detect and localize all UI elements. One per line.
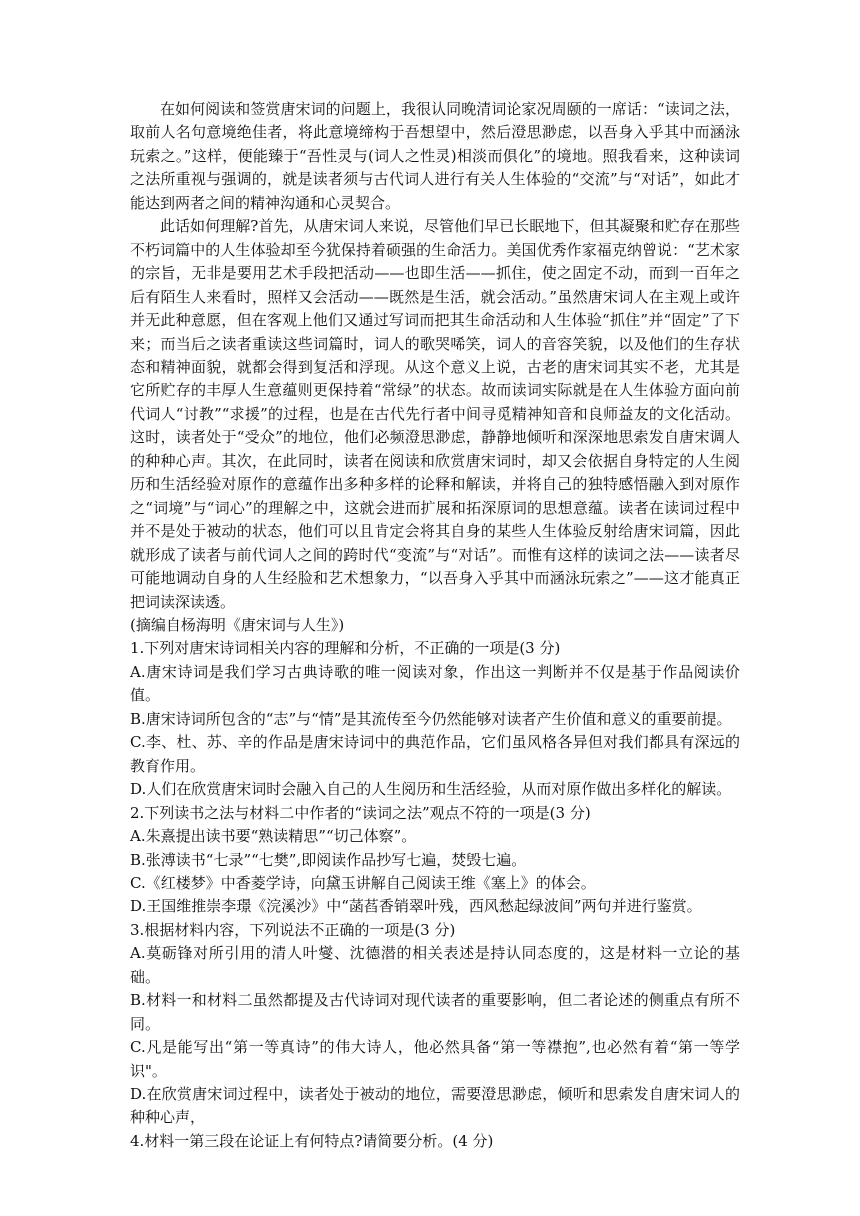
option-d: D.王国维推崇李璟《浣溪沙》中“菡萏香销翠叶残，西风愁起绿波间”两句并进行鉴赏。 bbox=[130, 897, 702, 916]
option-a: A.唐宋诗词是我们学习古典诗歌的唯一阅读对象，作出这一判断并不仅是基于作品阅读价值。 bbox=[130, 662, 740, 705]
question-stem: 3.根据材料内容，下列说法不正确的一项是(3 分) bbox=[130, 920, 456, 939]
option-b: B.唐宋诗词所包含的“志”与“情”是其流传至今仍然能够对读者产生价值和意义的重要前提。 bbox=[130, 709, 732, 728]
option-b: B.张溥读书“七录”“七樊”,即阅读作品抄写七遍，焚毁七遍。 bbox=[130, 850, 527, 869]
option-a: A.莫砺锋对所引用的清人叶燮、沈德潜的相关表述是持认同态度的，这是材料一立论的基础。 bbox=[130, 944, 740, 986]
question-1 bbox=[130, 637, 740, 801]
option-c: C.李、杜、苏、辛的作品是唐宋诗词中的典范作品，它们虽风格各异但对我们都具有深远的教育作用。 bbox=[130, 733, 740, 775]
question-stem: 2.下列读书之法与材料二中作者的“读词之法”观点不符的一项是(3 分) bbox=[130, 803, 591, 822]
option-a: A.朱熹提出读书要“熟读精思”“切己体察”。 bbox=[130, 827, 417, 846]
question-4 bbox=[130, 1130, 740, 1153]
option-c: C.《红楼梦》中香菱学诗，向黛玉讲解自己阅读王维《塞上》的体会。 bbox=[130, 873, 596, 892]
option-d: D.在欣赏唐宋词过程中，读者处于被动的地位，需要澄思渺虑，倾听和思索发自唐宋词人的种种心声， bbox=[130, 1085, 740, 1127]
question-stem: 4.材料一第三段在论证上有何特点?请简要分析。(4 分) bbox=[130, 1131, 494, 1150]
question-2 bbox=[130, 802, 740, 919]
option-d: D.人们在欣赏唐宋词时会融入自己的人生阅历和生活经验，从而对原作做出多样化的解读。 bbox=[130, 780, 732, 799]
article-paragraph-1: 在如何阅读和签赏唐宋词的问题上，我很认同晚清词论家况周颐的一席话：“读词之法，取前人名句意境绝佳者，将此意境缔构于吾想望中，然后澄思渺虑，以吾身入乎其中而涵泳玩索之。”这样，便能臻于“吾性灵与(词人之性灵)相淡而俱化”的境地。照我看来，这种读词之法所重视与强调的，就是读者须与古代词人进行有关人生体验的“交流”与“对话”，如此才能达到两者之间的精神沟通和心灵契合。 bbox=[130, 100, 740, 212]
option-c: C.凡是能写出“第一等真诗”的伟大诗人，他必然具备“第一等襟抱”,也必然有着“第一等学识"。 bbox=[130, 1038, 740, 1080]
question-3 bbox=[130, 919, 740, 1130]
article-source: (摘编自杨海明《唐宋词与人生》) bbox=[130, 615, 345, 634]
question-stem: 1.下列对唐宋诗词相关内容的理解和分析，不正确的一项是(3 分) bbox=[130, 639, 561, 658]
document-page bbox=[130, 98, 740, 1153]
article-paragraph-2: 此话如何理解?首先，从唐宋词人来说，尽管他们早已长眠地下，但其凝聚和贮存在那些不朽词篇中的人生体验却至今犹保持着硕强的生命活力。美国优秀作家福克纳曾说：“艺术家的宗旨，无非是要用艺术手段把活动——也即生活——抓住，使之固定不动，而到一百年之后有陌生人来看时，照样又会活动——既然是生活，就会活动。”虽然唐宋词人在主观上或许并无此种意愿，但在客观上他们又通过写词而把其生命活动和人生体验“抓住”并“固定”了下来；而当后之读者重读这些词篇时，词人的歌哭唏笑，词人的音容笑貌，以及他们的生存状态和精神面貌，就都会得到复活和浮现。从这个意义上说，古老的唐宋词其实不老，尤其是它所贮存的丰厚人生意蕴则更保持着“常绿”的状态。故而读词实际就是在人生体验方面向前代词人“讨教”“求援”的过程，也是在古代先行者中间寻觅精神知音和良师益友的文化活动。这时，读者处于“受众”的地位，他们必频澄思渺虑，静静地倾听和深深地思索发自唐宋调人的种种心声。其次，在此同时，读者在阅读和欣赏唐宋词时，却又会依据自身特定的人生阅历和生活经验对原作的意蕴作出多种多样的论释和解读，并将自己的独特感悟融入到对原作之“词境”与“词心”的理解之中，这就会进而扩展和拓深原词的思想意蕴。读者在读词过程中并不是处于被动的状态，他们可以且肯定会将其自身的某些人生体验反射给唐宋词篇，因此就形成了读者与前代词人之间的跨时代“变流”与“对话”。而惟有这样的读词之法——读者尽可能地调动自身的人生经脸和艺术想象力，“以吾身入乎其中而涵泳玩索之”——这才能真正把词读深读透。 bbox=[130, 217, 740, 611]
option-b: B.材料一和材料二虽然都提及古代诗词对现代读者的重要影响，但二者论述的侧重点有所不同。 bbox=[130, 991, 740, 1033]
